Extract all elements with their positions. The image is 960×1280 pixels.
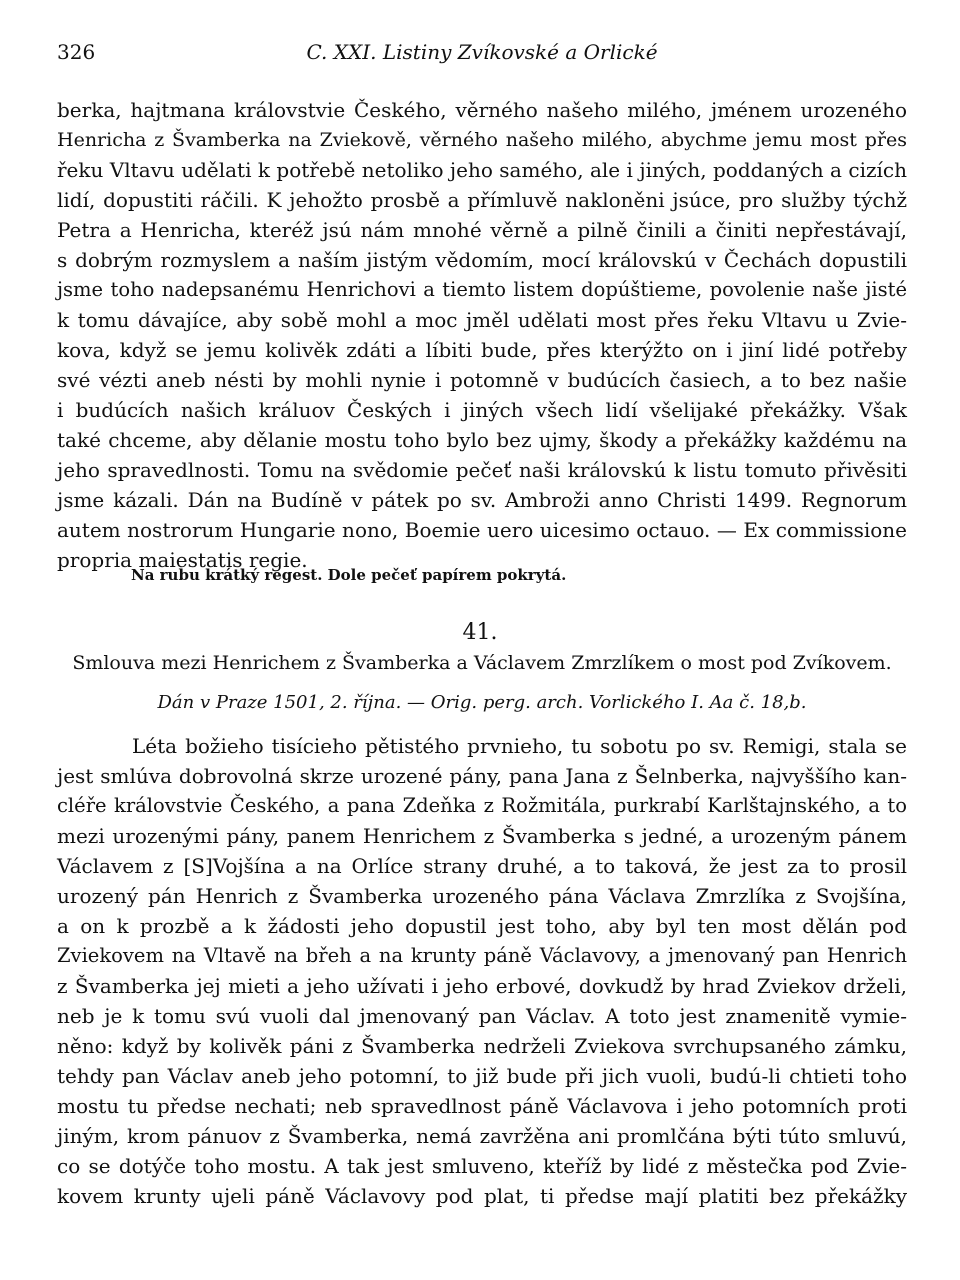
text-line: neb je k tomu svú vuoli dal jmenovaný pan Václav. A toto jest znamenitě vymie- xyxy=(57,1004,907,1028)
text-line: lidí, dopustiti ráčili. K jehožto prosbě a přímluvě nakloněni jsúce, pro služby týchž xyxy=(57,188,907,212)
text-line: propria maiestatis regie. xyxy=(57,548,308,572)
text-line: tehdy pan Václav aneb jeho potomní, to již bude při jich vuoli, budú-li chtieti toho xyxy=(57,1064,907,1088)
text-line: jest smlúva dobrovolná skrze urozené pány, pana Jana z Šelnberka, najvyššího kan- xyxy=(57,764,907,788)
text-line: jsme toho nadepsanému Henrichovi a tiemto listem dopúštieme, povolenie naše jisté xyxy=(57,278,907,301)
text-line: jeho spravedlnosti. Tomu na svědomie pečeť naši královskú k listu tomuto přivěsiti xyxy=(57,458,907,482)
page-header xyxy=(57,40,907,70)
text-line: své vézti aneb nésti by mohli nynie i potomně v budúcích časiech, a to bez našie xyxy=(57,368,907,392)
text-line: z Švamberka jej mieti a jeho užívati i jeho erbové, dovkudž by hrad Zviekov drželi, xyxy=(57,974,907,998)
document-source: Dán v Praze 1501, 2. října. — Orig. perg. arch. Vorlického I. Aa č. 18,b. xyxy=(157,692,807,713)
running-head: C. XXI. Listiny Zvíkovské a Orlické xyxy=(306,40,658,64)
text-line: také chceme, aby dělanie mostu toho bylo bez ujmy, škody a překážky každému na xyxy=(57,428,907,452)
text-line: cléře královstvie Českého, a pana Zdeňka z Rožmitála, purkrabí Karlštajnského, a to xyxy=(57,794,907,817)
text-line: i budúcích našich králuov Českých i jiných všech lidí všelijaké překážky. Však xyxy=(57,398,907,422)
text-line: Zviekovem na Vltavě na břeh a na krunty páně Václavovy, a jmenovaný pan Henrich xyxy=(57,944,907,967)
text-line: Petra a Henricha, kteréž jsú nám mnohé věrně a pilně činili a činiti nepřestávají, xyxy=(57,218,907,242)
previous-document-text xyxy=(57,95,907,575)
document-title: Smlouva mezi Henrichem z Švamberka a Václavem Zmrzlíkem o most pod Zvíkovem. xyxy=(72,652,892,674)
text-line: mostu tu předse nechati; neb spravedlnost páně Václavova i jeho potomních proti xyxy=(57,1094,907,1118)
text-line: k tomu dávajíce, aby sobě mohl a moc jměl udělati most přes řeku Vltavu u Zvie- xyxy=(57,308,907,332)
text-line: urozený pán Henrich z Švamberka urozeného pána Václava Zmrzlíka z Svojšína, xyxy=(57,884,907,908)
page-number: 326 xyxy=(57,40,96,64)
document-body xyxy=(57,731,907,1211)
text-line: autem nostrorum Hungarie nono, Boemie uero uicesimo octauo. — Ex commissione xyxy=(57,518,907,542)
text-line: mezi urozenými pány, panem Henrichem z Švamberka s jedné, a urozeným pánem xyxy=(57,824,907,848)
text-line: jsme kázali. Dán na Budíně v pátek po sv. Ambroži anno Christi 1499. Regnorum xyxy=(57,488,907,512)
text-line: jiným, krom pánuov z Švamberka, nemá zavržěna ani promlčána býti túto smluvú, xyxy=(57,1124,907,1148)
text-line: něno: když by kolivěk páni z Švamberka nedrželi Zviekova svrchupsaného zámku, xyxy=(57,1034,907,1058)
text-line: kovem krunty ujeli páně Václavovy pod plat, ti předse mají platiti bez překážky xyxy=(57,1184,907,1208)
text-line: s dobrým rozmyslem a naším jistým vědomím, mocí královskú v Čechách dopustili xyxy=(57,248,907,272)
text-line: a on k prozbě a k žádosti jeho dopustil jest toho, aby byl ten most dělán pod xyxy=(57,914,907,938)
text-line: řeku Vltavu udělati k potřebě netoliko jeho samého, ale i jiných, poddaných a cizích xyxy=(57,158,907,182)
document-number: 41. xyxy=(462,620,498,645)
text-line: Léta božieho tisícieho pětistého prvnieho, tu sobotu po sv. Remigi, stala se xyxy=(132,734,907,758)
text-line: kova, když se jemu kolivěk zdáti a líbiti bude, přes kterýžto on i jiní lidé potřeby xyxy=(57,338,907,362)
text-line: Václavem z [S]Vojšína a na Orlíce strany druhé, a to taková, že jest za to prosil xyxy=(57,854,907,878)
text-line: berka, hajtmana královstvie Českého, věrného našeho milého, jménem urozeného xyxy=(57,98,907,122)
archival-note: Na rubu krátký regest. Dole pečeť papírem pokrytá. xyxy=(131,566,567,584)
text-line: Henricha z Švamberka na Zviekově, věrného našeho milého, abychme jemu most přes xyxy=(57,129,907,151)
text-line: co se dotýče toho mostu. A tak jest smluveno, kteříž by lidé z městečka pod Zvie- xyxy=(57,1154,907,1178)
